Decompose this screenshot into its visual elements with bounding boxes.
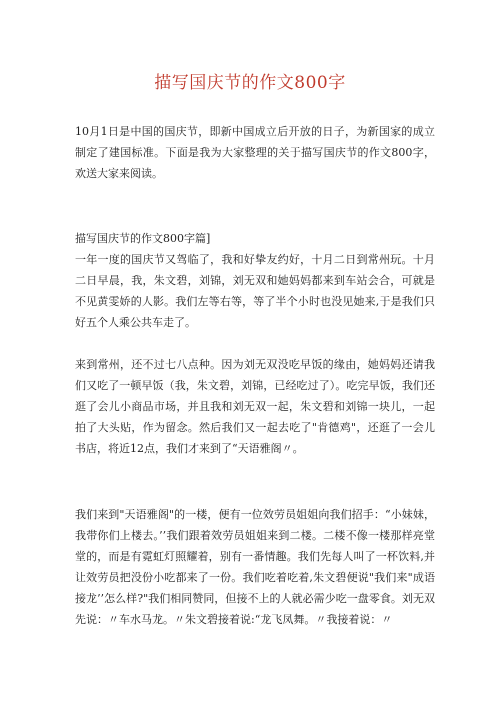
- section-heading: 描写国庆节的作文800字篇]: [75, 232, 211, 245]
- document-title: 描写国庆节的作文800字: [154, 73, 346, 93]
- body-paragraph-2: 来到常州，还不过七八点种。因为刘无双没吃早饭的缘由，她妈妈还请我们又吃了一顿早饭（我，朱文碧，刘锦，已经吃过了）。吃完早饭，我们还逛了会儿小商品市场，并且我和刘无双一起，朱文碧和刘锦一块儿，一起拍了大头贴，作为留念。然后我们又一起去吃了"肯德鸡"，还逛了一会儿书店，将近12点，我们才来到了“天语雅阁〃。: [75, 358, 435, 455]
- body-paragraph-1: 一年一度的国庆节又驾临了，我和好挚友约好，十月二日到常州玩。十月二日早晨，我，朱文碧，刘锦，刘无双和她妈妈都来到车站会合，可就是不见黄雯娇的人影。我们左等右等，等了半个小时也没见她来,于是我们只好五个人乘公共车走了。: [75, 253, 435, 329]
- body-paragraph-3: 我们来到"天语雅阁"的一楼，便有一位效劳员姐姐向我们招手：“小妹妹，我带你们上楼去。’’我们跟着效劳员姐姐来到二楼。二楼不像一楼那样亮堂堂的，而是有霓虹灯照耀着，别有一番情趣。我们先每人叫了一杯饮料,并让效劳员把没份小吃都来了一份。我们吃着吃着,朱文碧便说"我们来"成语接龙’’怎么样?"我们相同赞同，但接不上的人就必需少吃一盘零食。刘无双先说：〃车水马龙。〃朱文碧接着说:“龙飞凤舞。〃我接着说：〃: [75, 508, 435, 626]
- intro-paragraph: 10月1日是中国的国庆节，即新中国成立后开放的日子，为新国家的成立制定了建国标准。下面是我为大家整理的关于描写国庆节的作文800字，欢送大家来阅读。: [75, 125, 435, 180]
